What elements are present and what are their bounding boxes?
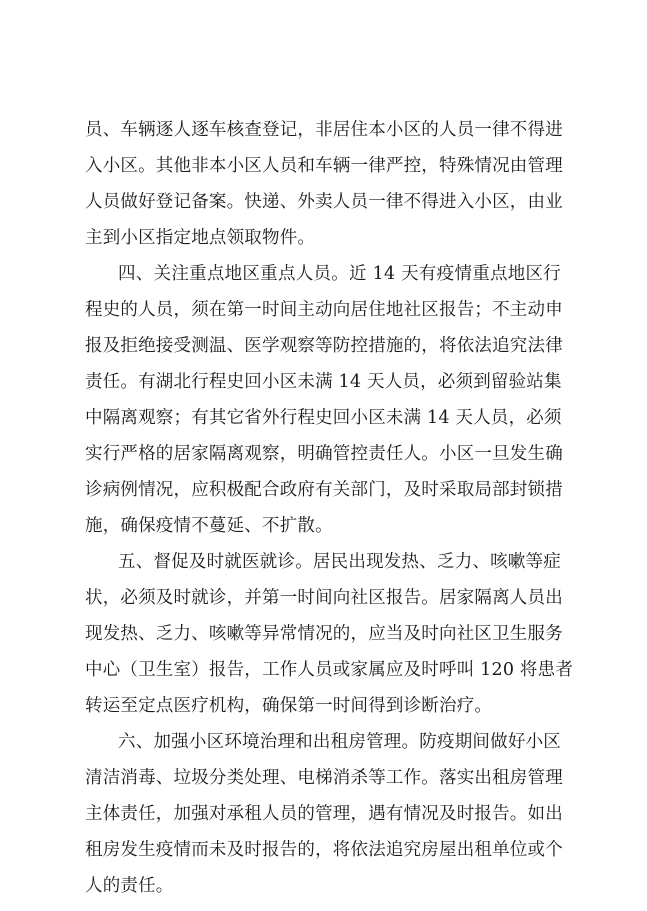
text-line: 状，必须及时就诊，并第一时间向社区报告。居家隔离人员出	[85, 588, 563, 608]
text-line: 人的责任。	[85, 876, 174, 896]
text-line: 人员做好登记备案。快递、外卖人员一律不得进入小区，由业	[85, 192, 563, 212]
text-line: 员、车辆逐人逐车核查登记，非居住本小区的人员一律不得进	[85, 120, 563, 140]
text-line: 报及拒绝接受测温、医学观察等防控措施的，将依法追究法律	[85, 336, 563, 356]
paragraph-start-line: 五、督促及时就医就诊。居民出现发热、乏力、咳嗽等症	[118, 552, 561, 572]
text-line: 实行严格的居家隔离观察，明确管控责任人。小区一旦发生确	[85, 444, 563, 464]
text-line: 租房发生疫情而未及时报告的，将依法追究房屋出租单位或个	[85, 840, 563, 860]
text-line: 诊病例情况，应积极配合政府有关部门，及时采取局部封锁措	[85, 480, 563, 500]
text-line: 清洁消毒、垃圾分类处理、电梯消杀等工作。落实出租房管理	[85, 768, 563, 788]
text-line: 现发热、乏力、咳嗽等异常情况的，应当及时向社区卫生服务	[85, 624, 563, 644]
text-line: 施，确保疫情不蔓延、不扩散。	[85, 516, 333, 536]
text-line: 主到小区指定地点领取物件。	[85, 228, 316, 248]
text-line: 中心（卫生室）报告，工作人员或家属应及时呼叫 120 将患者	[85, 660, 574, 680]
text-line: 转运至定点医疗机构，确保第一时间得到诊断治疗。	[85, 696, 493, 716]
text-line: 入小区。其他非本小区人员和车辆一律严控，特殊情况由管理	[85, 156, 563, 176]
text-line: 程史的人员，须在第一时间主动向居住地社区报告；不主动申	[85, 300, 563, 320]
text-line: 中隔离观察；有其它省外行程史回小区未满 14 天人员，必须	[85, 408, 562, 428]
text-line: 责任。有湖北行程史回小区未满 14 天人员，必须到留验站集	[85, 372, 562, 392]
text-line: 主体责任，加强对承租人员的管理，遇有情况及时报告。如出	[85, 804, 563, 824]
paragraph-start-line: 四、关注重点地区重点人员。近 14 天有疫情重点地区行	[118, 264, 561, 284]
paragraph-start-line: 六、加强小区环境治理和出租房管理。防疫期间做好小区	[118, 732, 561, 752]
